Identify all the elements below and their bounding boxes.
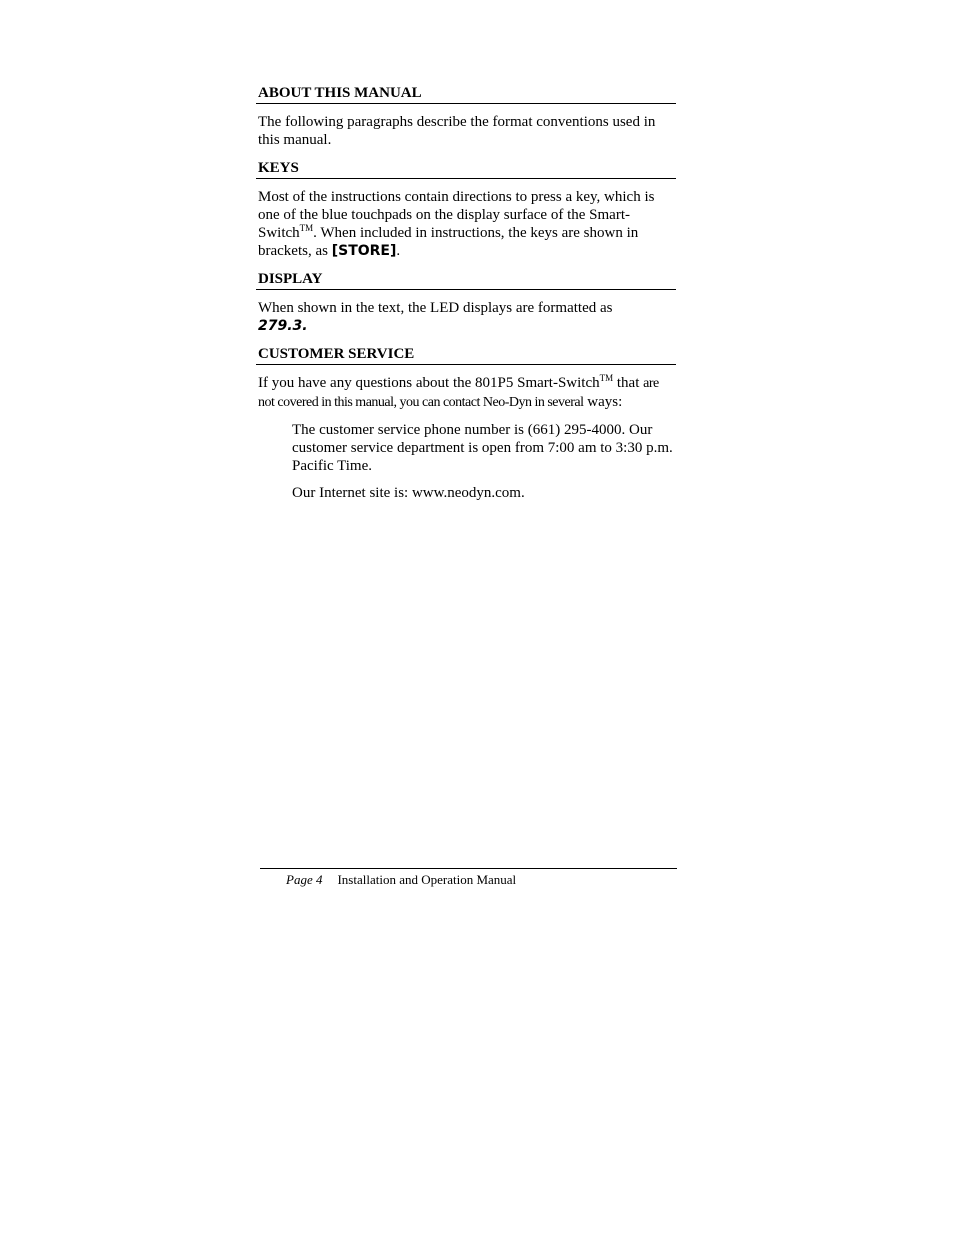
heading-about-this-manual: ABOUT THIS MANUAL <box>256 82 676 104</box>
heading-keys: KEYS <box>256 157 676 179</box>
heading-customer-service: CUSTOMER SERVICE <box>256 343 676 365</box>
page-footer <box>286 872 516 888</box>
heading-display: DISPLAY <box>256 268 676 290</box>
customer-service-text-4: ways: <box>583 394 623 410</box>
trademark-mark: TM <box>599 373 614 383</box>
page-number: Page 4 <box>286 872 323 887</box>
display-paragraph <box>258 299 674 335</box>
store-key-example: [STORE] <box>331 243 397 259</box>
trademark-mark: TM <box>299 223 314 233</box>
customer-service-text-3: are not covered in this manual, you can contact Neo-Dyn in several <box>258 376 659 410</box>
customer-service-text-1: If you have any questions about the 801P5 Smart-Switch <box>258 375 600 391</box>
keys-text-3: . <box>396 243 401 259</box>
footer-title: Installation and Operation Manual <box>337 872 517 887</box>
about-paragraph: The following paragraphs describe the format conventions used in this manual. <box>258 114 656 148</box>
manual-page-content <box>256 82 676 510</box>
display-text: When shown in the text, the LED displays are formatted as <box>258 300 613 316</box>
phone-paragraph: The customer service phone number is (661) 295-4000. Our customer service department is open from 7:00 am to 3:30 p.m. Pacific Time. <box>292 422 673 474</box>
keys-text-2: . When included in instructions, the keys are shown in brackets, as <box>258 225 639 259</box>
keys-paragraph <box>258 188 674 260</box>
customer-service-paragraph <box>258 374 674 412</box>
keys-text-1: Most of the instructions contain directions to press a key, which is one of the blue touchpads on the display surface of the Smart-Switch <box>258 189 655 241</box>
customer-service-text-2: that <box>613 375 644 391</box>
footer-divider <box>260 868 677 869</box>
internet-paragraph: Our Internet site is: www.neodyn.com. <box>292 485 525 501</box>
led-display-example: 279.3. <box>258 318 308 334</box>
